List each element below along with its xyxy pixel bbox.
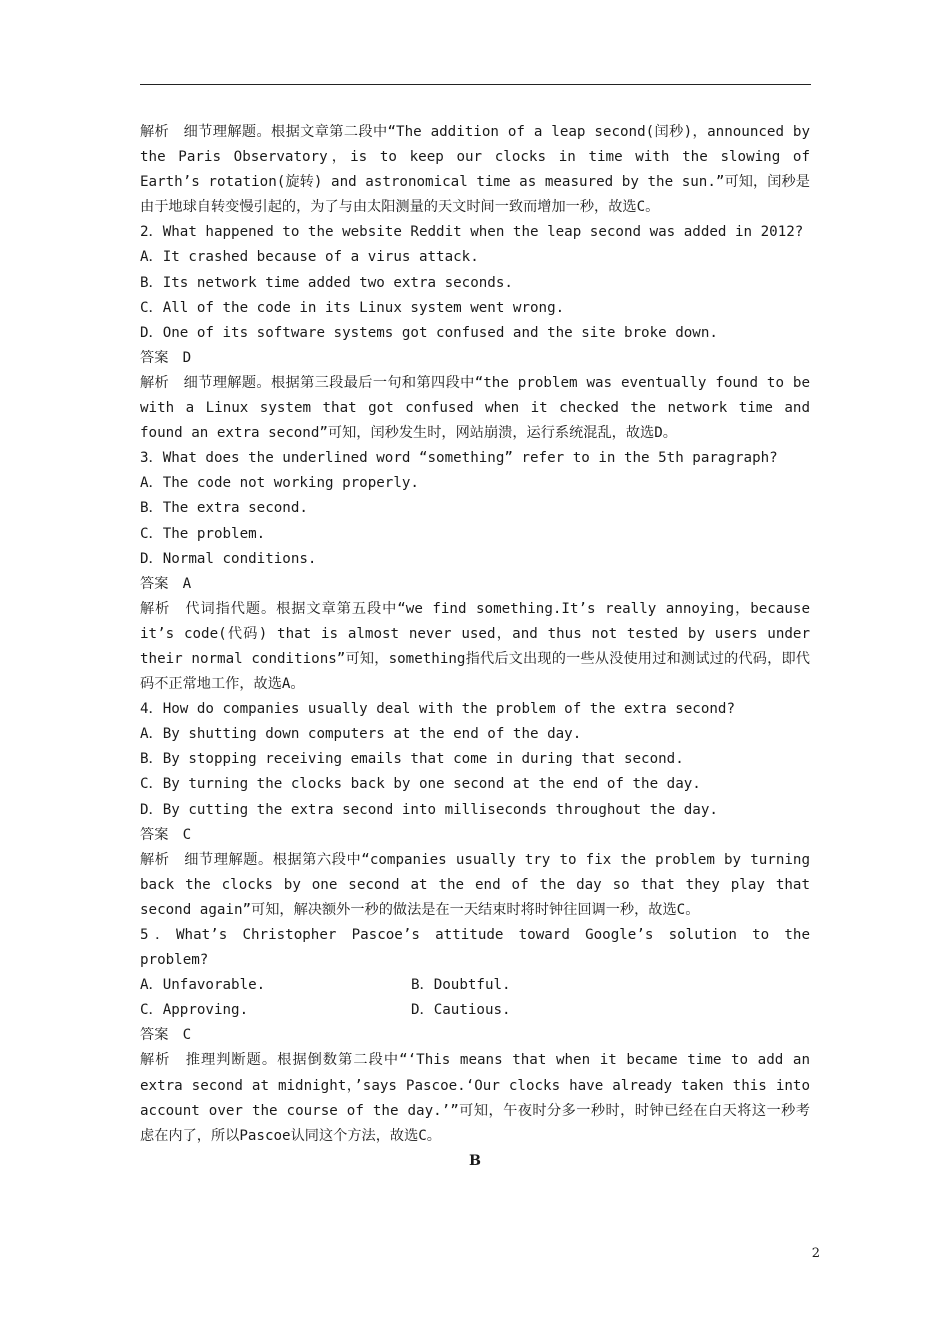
question-5-option-c: C．Approving. <box>140 1002 249 1019</box>
question-3-option-d: D．Normal conditions. <box>140 550 317 567</box>
question-5-stem: 5．What’s Christopher Pascoe’s attitude toward Google’s solution to the problem? <box>140 927 810 969</box>
question-5-options-row-1 <box>140 973 810 998</box>
question-5-analysis: 解析 推理判断题。根据倒数第二段中“‘This means that when it became time to add an extra second at midnight，’says Pascoe.‘Our clocks have already taken this into account over the course of the day.’”可知，午夜时分多一秒时，时钟已经在白天将这一秒考虑在内了，所以Pascoe认同这个方法，故选C。 <box>140 1052 810 1144</box>
question-3-option-a: A．The code not working properly. <box>140 475 419 492</box>
section-mark: B <box>469 1152 481 1169</box>
question-2-stem: 2．What happened to the website Reddit when the leap second was added in 2012? <box>140 224 804 241</box>
question-3-option-b: B．The extra second. <box>140 500 308 517</box>
question-4-option-d: D．By cutting the extra second into milliseconds throughout the day. <box>140 801 718 818</box>
question-2-analysis: 解析 细节理解题。根据第三段最后一句和第四段中“the problem was eventually found to be with a Linux system that got confused when it checked the network time and found an extra second”可知，闰秒发生时，网站崩溃，运行系统混乱，故选D。 <box>140 374 810 442</box>
question-3-stem: 3．What does the underlined word “something” refer to in the 5th paragraph? <box>140 450 778 467</box>
question-3-answer: 答案 A <box>140 575 192 592</box>
question-2-answer: 答案 D <box>140 349 192 366</box>
explanation-q1: 解析 细节理解题。根据文章第二段中“The addition of a leap second(闰秒)，announced by the Paris Observatory，is to keep our clocks in time with the slowing of Earth’s rotation(旋转) and astronomical time as measured by the sun.”可知，闰秒是由于地球自转变慢引起的，为了与由太阳测量的天文时间一致而增加一秒，故选C。 <box>140 124 810 216</box>
document-body <box>140 120 810 1174</box>
question-5-options-row-2 <box>140 998 810 1023</box>
question-2-option-b: B．Its network time added two extra seconds. <box>140 274 513 291</box>
question-3-option-c: C．The problem. <box>140 525 266 542</box>
question-4-stem: 4．How do companies usually deal with the problem of the extra second? <box>140 701 736 718</box>
question-5-option-a: A．Unfavorable. <box>140 977 266 994</box>
header-rule <box>140 84 811 85</box>
question-4-option-b: B．By stopping receiving emails that come in during that second. <box>140 751 684 768</box>
question-2-option-a: A．It crashed because of a virus attack. <box>140 249 479 266</box>
question-4-option-c: C．By turning the clocks back by one second at the end of the day. <box>140 776 701 793</box>
question-5-answer: 答案 C <box>140 1027 192 1044</box>
question-2-option-d: D．One of its software systems got confused and the site broke down. <box>140 324 718 341</box>
question-4-option-a: A．By shutting down computers at the end of the day. <box>140 726 582 743</box>
question-5-option-b: B．Doubtful. <box>411 977 511 994</box>
question-5-option-d: D．Cautious. <box>411 1002 511 1019</box>
question-3-analysis: 解析 代词指代题。根据文章第五段中“we find something.It’s really annoying，because it’s code(代码) that is almost never used，and thus not tested by users under their normal conditions”可知，something指代后文出现的一些从没使用过和测试过的代码，即代码不正常地工作，故选A。 <box>140 600 810 693</box>
question-2-option-c: C．All of the code in its Linux system went wrong. <box>140 299 565 316</box>
question-4-answer: 答案 C <box>140 826 192 843</box>
question-4-analysis: 解析 细节理解题。根据第六段中“companies usually try to fix the problem by turning back the clocks by one second at the end of the day so that they play that second again”可知，解决额外一秒的做法是在一天结束时将时钟往回调一秒，故选C。 <box>140 851 810 918</box>
page-number: 2 <box>811 1246 820 1261</box>
